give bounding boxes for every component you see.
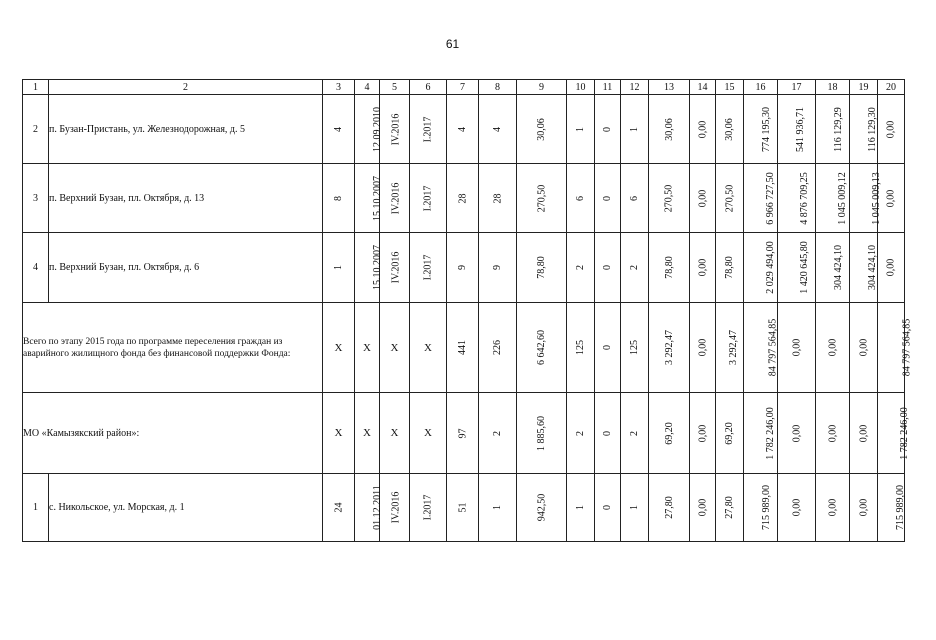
- table-cell: 226: [479, 303, 517, 393]
- table-cell: 51: [447, 474, 479, 542]
- table-cell: 2: [621, 393, 649, 474]
- table-cell: 715 989,00: [878, 474, 905, 542]
- column-header: 13: [649, 80, 690, 95]
- table-cell: 27,80: [649, 474, 690, 542]
- column-header: 7: [447, 80, 479, 95]
- table-cell: 0: [595, 95, 621, 164]
- table-cell: 0,00: [778, 393, 816, 474]
- table-cell: 0: [595, 303, 621, 393]
- table-cell: 01.12.2011: [355, 474, 380, 542]
- column-header: 18: [816, 80, 850, 95]
- table-cell: 6 642,60: [517, 303, 567, 393]
- table-cell: 0,00: [850, 303, 878, 393]
- table-cell: X: [380, 393, 410, 474]
- table-cell: 9: [447, 233, 479, 303]
- table-cell: X: [410, 303, 447, 393]
- column-header: 5: [380, 80, 410, 95]
- table-cell: 116 129,30: [850, 95, 878, 164]
- table-cell: 304 424,10: [850, 233, 878, 303]
- municipality-label: МО «Камызякский район»:: [23, 393, 323, 474]
- address-cell: п. Верхний Бузан, пл. Октября, д. 6: [49, 233, 323, 303]
- table-cell: 125: [621, 303, 649, 393]
- municipality-row: [23, 393, 905, 474]
- table-row: [23, 95, 905, 164]
- table-cell: 2 029 494,00: [744, 233, 778, 303]
- table-cell: IV.2016: [380, 164, 410, 233]
- table-cell: 6 966 727,50: [744, 164, 778, 233]
- table-cell: 125: [567, 303, 595, 393]
- page-number: 61: [445, 37, 460, 51]
- total-row: [23, 303, 905, 393]
- table-cell: 4: [479, 95, 517, 164]
- table-cell: 2: [621, 233, 649, 303]
- table-cell: IV.2016: [380, 95, 410, 164]
- column-header: 3: [323, 80, 355, 95]
- table-cell: 0,00: [690, 95, 716, 164]
- table-cell: 9: [479, 233, 517, 303]
- table-cell: X: [355, 393, 380, 474]
- table-cell: 3 292,47: [716, 303, 744, 393]
- table-cell: 0,00: [690, 233, 716, 303]
- table-cell: 270,50: [649, 164, 690, 233]
- table-cell: 0,00: [778, 474, 816, 542]
- table-row: [23, 164, 905, 233]
- table-cell: I.2017: [410, 474, 447, 542]
- table-cell: 6: [567, 164, 595, 233]
- table-cell: 0,00: [878, 164, 905, 233]
- table-cell: 0,00: [690, 474, 716, 542]
- column-header: 11: [595, 80, 621, 95]
- table-row: [23, 233, 905, 303]
- table-cell: 78,80: [517, 233, 567, 303]
- table-cell: 0,00: [878, 95, 905, 164]
- table-cell: 30,06: [517, 95, 567, 164]
- column-header: 2: [49, 80, 323, 95]
- table-cell: 1: [567, 474, 595, 542]
- table-cell: 0,00: [816, 393, 850, 474]
- table-cell: 69,20: [649, 393, 690, 474]
- table-cell: 304 424,10: [816, 233, 850, 303]
- column-header: 19: [850, 80, 878, 95]
- table-cell: 0: [595, 393, 621, 474]
- table-cell: 1 045 009,12: [816, 164, 850, 233]
- table-cell: X: [355, 303, 380, 393]
- column-header: 15: [716, 80, 744, 95]
- table-cell: 1: [567, 95, 595, 164]
- column-header: 20: [878, 80, 905, 95]
- table-cell: 78,80: [716, 233, 744, 303]
- table-cell: 0: [595, 164, 621, 233]
- column-header: 6: [410, 80, 447, 95]
- table-cell: 0,00: [816, 474, 850, 542]
- table-cell: X: [323, 393, 355, 474]
- table-cell: 942,50: [517, 474, 567, 542]
- table-cell: 84 797 564,85: [744, 303, 778, 393]
- table-cell: 8: [323, 164, 355, 233]
- table-cell: 30,06: [716, 95, 744, 164]
- table-cell: 1: [479, 474, 517, 542]
- table-cell: 116 129,29: [816, 95, 850, 164]
- table-cell: 1 885,60: [517, 393, 567, 474]
- table-cell: 2: [567, 233, 595, 303]
- column-header: 14: [690, 80, 716, 95]
- address-cell: с. Никольское, ул. Морская, д. 1: [49, 474, 323, 542]
- row-number: 1: [23, 474, 49, 542]
- address-cell: п. Верхний Бузан, пл. Октября, д. 13: [49, 164, 323, 233]
- table-cell: X: [323, 303, 355, 393]
- table-cell: 97: [447, 393, 479, 474]
- table-cell: X: [410, 393, 447, 474]
- column-header: 9: [517, 80, 567, 95]
- table-cell: 2: [567, 393, 595, 474]
- table-cell: 1: [621, 95, 649, 164]
- table-cell: IV.2016: [380, 474, 410, 542]
- resettlement-table: [22, 79, 913, 542]
- table-cell: 28: [447, 164, 479, 233]
- column-header: 17: [778, 80, 816, 95]
- table-cell: IV.2016: [380, 233, 410, 303]
- table-cell: 78,80: [649, 233, 690, 303]
- table-cell: 774 195,30: [744, 95, 778, 164]
- row-number: 4: [23, 233, 49, 303]
- table-cell: 0,00: [778, 303, 816, 393]
- table-cell: 1 045 009,13: [850, 164, 878, 233]
- address-cell: п. Бузан-Пристань, ул. Железнодорожная, д. 5: [49, 95, 323, 164]
- table-cell: 4: [447, 95, 479, 164]
- table-cell: 0,00: [690, 393, 716, 474]
- table-cell: 541 936,71: [778, 95, 816, 164]
- table-cell: 0: [595, 474, 621, 542]
- table-cell: 0,00: [850, 474, 878, 542]
- table-cell: I.2017: [410, 164, 447, 233]
- total-label: Всего по этапу 2015 года по программе переселения граждан из аварийного жилищного фонда без финансовой поддержки Фонда:: [23, 303, 323, 393]
- table-cell: 270,50: [517, 164, 567, 233]
- table-cell: 1 782 246,00: [744, 393, 778, 474]
- column-header: 1: [23, 80, 49, 95]
- table-cell: 0,00: [690, 303, 716, 393]
- table-cell: 15.10.2007: [355, 233, 380, 303]
- table-cell: 12.09.2010: [355, 95, 380, 164]
- table-cell: 270,50: [716, 164, 744, 233]
- table-cell: 6: [621, 164, 649, 233]
- column-header: 12: [621, 80, 649, 95]
- table-cell: 84 797 564,85: [878, 303, 905, 393]
- table-cell: 24: [323, 474, 355, 542]
- table-cell: 715 989,00: [744, 474, 778, 542]
- table-cell: 0: [595, 233, 621, 303]
- column-header: 10: [567, 80, 595, 95]
- column-header: 16: [744, 80, 778, 95]
- table-cell: 15.10.2007: [355, 164, 380, 233]
- header-row: [23, 80, 905, 95]
- table-row: [23, 474, 905, 542]
- table-cell: 27,80: [716, 474, 744, 542]
- table-cell: 1 420 645,80: [778, 233, 816, 303]
- table-cell: 0,00: [816, 303, 850, 393]
- table-cell: 1: [323, 233, 355, 303]
- column-header: 8: [479, 80, 517, 95]
- table-cell: 1 782 246,00: [878, 393, 905, 474]
- table-cell: X: [380, 303, 410, 393]
- table-cell: 2: [479, 393, 517, 474]
- row-number: 2: [23, 95, 49, 164]
- table-cell: 30,06: [649, 95, 690, 164]
- table-cell: 441: [447, 303, 479, 393]
- table-cell: 0,00: [850, 393, 878, 474]
- table-cell: 4: [323, 95, 355, 164]
- table-cell: I.2017: [410, 233, 447, 303]
- table-cell: 69,20: [716, 393, 744, 474]
- column-header: 4: [355, 80, 380, 95]
- table-cell: 28: [479, 164, 517, 233]
- row-number: 3: [23, 164, 49, 233]
- table-cell: 1: [621, 474, 649, 542]
- table-cell: 0,00: [690, 164, 716, 233]
- table-cell: 3 292,47: [649, 303, 690, 393]
- table-cell: 4 876 709,25: [778, 164, 816, 233]
- table-cell: 0,00: [878, 233, 905, 303]
- table-cell: I.2017: [410, 95, 447, 164]
